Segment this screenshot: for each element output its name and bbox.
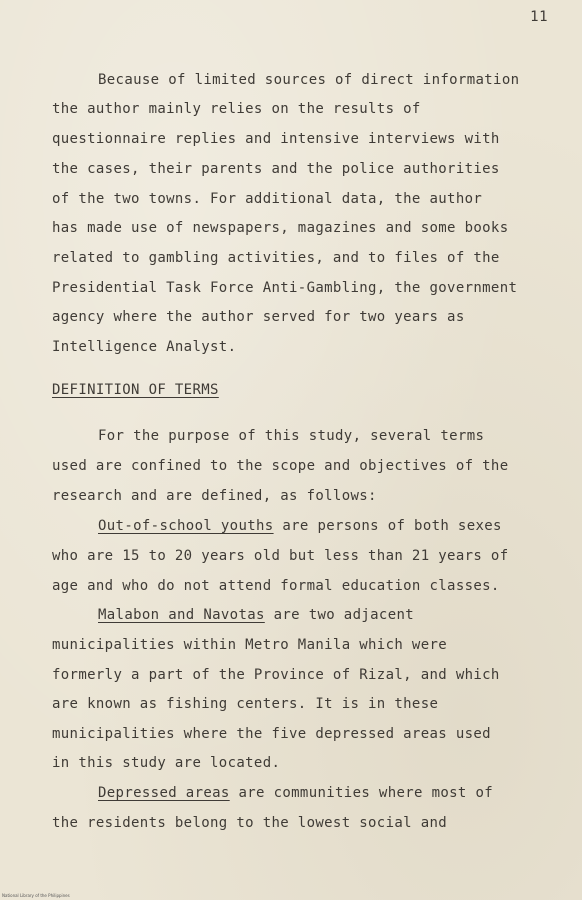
paragraph-line: of the two towns. For additional data, the author (52, 191, 483, 207)
definition-line (98, 784, 493, 802)
paragraph-line: are known as fishing centers. It is in these (52, 696, 439, 712)
definition-text: are persons of both sexes (273, 518, 502, 534)
paragraph-line: questionnaire replies and intensive interviews with (52, 131, 500, 147)
definition-line (98, 606, 414, 624)
paragraph-line: the author mainly relies on the results of (52, 101, 421, 117)
paragraph-line: who are 15 to 20 years old but less than 21 years of (52, 548, 509, 564)
paragraph-line: has made use of newspapers, magazines and some books (52, 220, 509, 236)
paragraph-line: For the purpose of this study, several terms (98, 428, 485, 444)
paragraph-line: related to gambling activities, and to files of the (52, 250, 500, 266)
definition-line (98, 517, 502, 535)
paragraph-line: municipalities within Metro Manila which were (52, 637, 448, 653)
page-number: 11 (530, 9, 548, 25)
paragraph-line: age and who do not attend formal education classes. (52, 578, 500, 594)
paragraph-line: Presidential Task Force Anti-Gambling, the government (52, 280, 518, 296)
defined-term: Depressed areas (98, 785, 230, 801)
paragraph-line: Intelligence Analyst. (52, 339, 237, 355)
section-heading: DEFINITION OF TERMS (52, 382, 219, 398)
defined-term: Out-of-school youths (98, 518, 274, 534)
paragraph-line: the residents belong to the lowest social and (52, 815, 448, 831)
defined-term: Malabon and Navotas (98, 607, 265, 623)
paragraph-line: municipalities where the five depressed areas used (52, 726, 491, 742)
paragraph-line: the cases, their parents and the police authorities (52, 161, 500, 177)
definition-text: are communities where most of (229, 785, 494, 801)
paragraph-line: in this study are located. (52, 755, 281, 771)
paragraph-line: research and are defined, as follows: (52, 488, 377, 504)
paragraph-line: agency where the author served for two years as (52, 309, 465, 325)
definition-text: are two adjacent (264, 607, 415, 623)
paragraph-line: Because of limited sources of direct information (98, 72, 520, 88)
paragraph-line: formerly a part of the Province of Rizal, and which (52, 667, 500, 683)
footer-watermark: National Library of the Philippines (2, 893, 70, 898)
paragraph-line: used are confined to the scope and objectives of the (52, 458, 509, 474)
